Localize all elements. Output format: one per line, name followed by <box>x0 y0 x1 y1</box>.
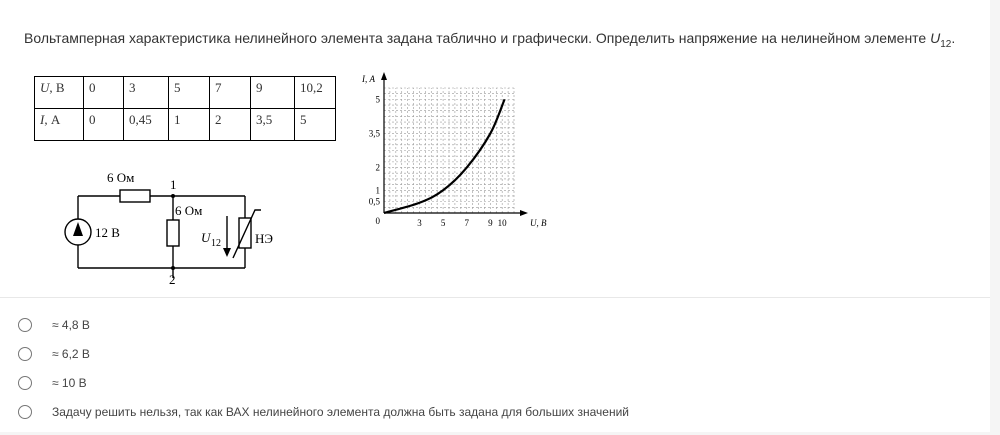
unit-u: , В <box>49 80 65 95</box>
answer-option-4[interactable] <box>18 401 918 423</box>
x-axis-label: U, В <box>530 218 547 228</box>
option-label: Задачу решить нельзя, так как ВАХ нелинейного элемента должна быть задана для больших значений <box>52 405 630 419</box>
option-label: ≈ 4,8 В <box>52 318 90 332</box>
table-cell: 5 <box>169 77 210 109</box>
y-tick-label: 1 <box>375 185 380 196</box>
y-axis-arrow <box>381 72 387 80</box>
var-i: I <box>40 112 45 127</box>
question-body: Вольтамперная характеристика нелинейного элемента задана таблично и графически. Определить напряжение на нелинейном элементе <box>24 30 931 46</box>
r1-label: 6 Ом <box>107 170 135 185</box>
source-label: 12 В <box>95 225 120 240</box>
table-cell: 7 <box>210 77 251 109</box>
y-tick-label: 3,5 <box>368 128 380 139</box>
x-axis-arrow <box>520 210 528 216</box>
y-axis-label: I, А <box>362 74 375 84</box>
table-row <box>35 109 336 141</box>
table-cell: 0,45 <box>124 109 169 141</box>
vah-table <box>34 76 336 141</box>
answer-option-2[interactable] <box>18 343 918 365</box>
radio-button[interactable] <box>18 347 32 361</box>
table-cell: 2 <box>210 109 251 141</box>
table-cell: 10,2 <box>295 77 336 109</box>
table-cell: 0 <box>84 77 124 109</box>
table-cell: 1 <box>169 109 210 141</box>
table-cell: 9 <box>251 77 295 109</box>
radio-button[interactable] <box>18 376 32 390</box>
resistor-r1 <box>120 190 150 202</box>
answer-option-3[interactable] <box>18 372 918 394</box>
vah-chart <box>350 68 547 238</box>
var-u: U <box>40 80 50 95</box>
x-tick-label: 3 <box>417 218 422 228</box>
table-header-cell <box>35 77 84 109</box>
node-1-label: 1 <box>170 177 177 192</box>
origin-label: 0 <box>375 216 380 226</box>
divider <box>0 297 990 298</box>
x-tick-label: 5 <box>440 218 446 228</box>
u12-label: U <box>201 230 211 245</box>
node-2-label: 2 <box>169 272 176 287</box>
y-tick-label: 0,5 <box>368 196 380 207</box>
table-cell: 3,5 <box>251 109 295 141</box>
ne-label: НЭ <box>255 231 273 246</box>
table-cell: 5 <box>295 109 336 141</box>
table-row <box>35 77 336 109</box>
x-tick-label: 9 <box>488 218 493 228</box>
y-tick-label: 5 <box>375 94 380 105</box>
x-tick-label: 7 <box>464 218 469 228</box>
x-tick-label: 10 <box>497 218 507 228</box>
r2-label: 6 Ом <box>175 203 203 218</box>
option-label: ≈ 6,2 В <box>52 347 90 361</box>
option-label: ≈ 10 В <box>52 376 87 390</box>
question-end: . <box>951 30 956 46</box>
resistor-r2 <box>167 220 179 246</box>
table-header-cell <box>35 109 84 141</box>
radio-button[interactable] <box>18 318 32 332</box>
radio-button[interactable] <box>18 405 32 419</box>
table-cell: 3 <box>124 77 169 109</box>
answer-option-1[interactable] <box>18 314 918 336</box>
circuit-diagram <box>55 160 315 295</box>
chart-grid <box>384 88 514 213</box>
table-cell: 0 <box>84 109 124 141</box>
u12-sub: 12 <box>211 238 221 249</box>
question-sub: 12 <box>940 38 952 50</box>
question-text <box>24 30 955 50</box>
unit-i: , А <box>44 112 61 127</box>
question-var: U <box>930 30 941 46</box>
y-tick-label: 2 <box>375 162 380 173</box>
